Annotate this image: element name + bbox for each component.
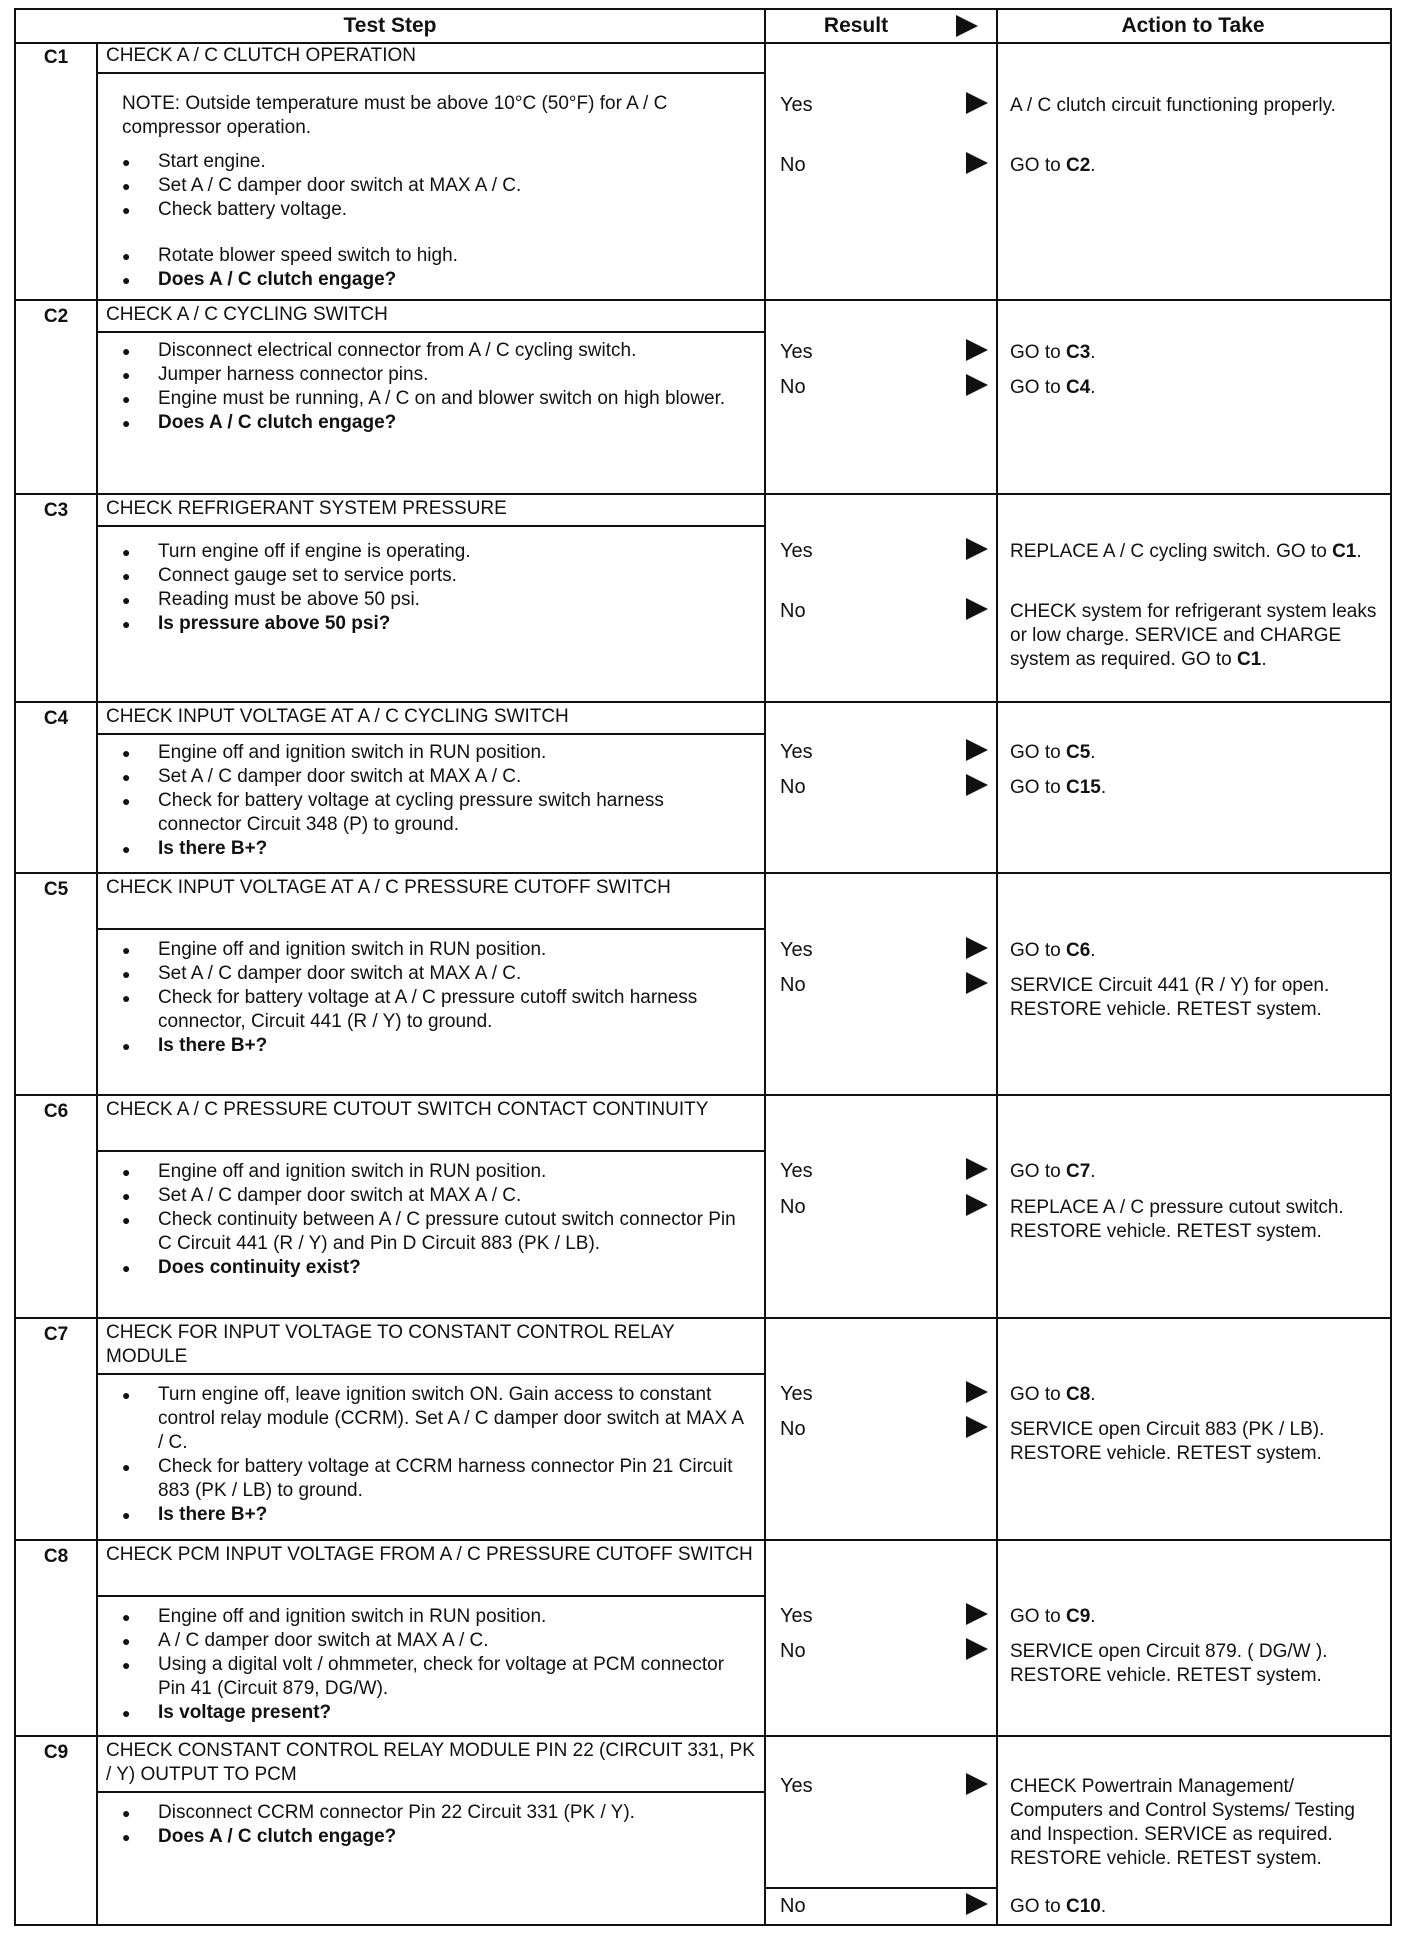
step-body bbox=[112, 938, 752, 1058]
step-id: C8 bbox=[43, 1546, 69, 1567]
action-yes: GO to C7. bbox=[1010, 1161, 1096, 1182]
action-yes: GO to C3. bbox=[1010, 342, 1096, 363]
arrow-icon bbox=[966, 538, 988, 560]
question-item: ● Is voltage present? bbox=[122, 1701, 752, 1725]
question-item: ● Is pressure above 50 psi? bbox=[122, 612, 752, 636]
arrow-icon bbox=[966, 1773, 988, 1795]
question-item: ● Does A / C clutch engage? bbox=[122, 411, 752, 435]
step-body bbox=[112, 92, 752, 292]
result-no: No bbox=[780, 600, 806, 622]
result-no: No bbox=[780, 1418, 806, 1440]
result-yes: Yes bbox=[780, 1383, 813, 1405]
action-no: GO to C4. bbox=[1010, 377, 1096, 398]
step-id: C9 bbox=[43, 1742, 69, 1763]
result-yes: Yes bbox=[780, 1160, 813, 1182]
step-body bbox=[112, 1383, 752, 1527]
step-row-c3 bbox=[16, 495, 1390, 703]
diagnostic-table bbox=[14, 8, 1392, 1926]
arrow-icon bbox=[966, 739, 988, 761]
table-header bbox=[16, 10, 1390, 44]
arrow-icon bbox=[966, 1893, 988, 1915]
step-id: C1 bbox=[43, 47, 69, 68]
list-item: ● Engine off and ignition switch in RUN position. bbox=[122, 1160, 752, 1184]
action-yes: GO to C5. bbox=[1010, 742, 1096, 763]
list-item: ● Disconnect CCRM connector Pin 22 Circuit 331 (PK / Y). bbox=[122, 1801, 752, 1825]
action-no: SERVICE open Circuit 879. ( DG/W ). RESTORE vehicle. RETEST system. bbox=[1010, 1641, 1328, 1686]
list-item: ● Check for battery voltage at CCRM harness connector Pin 21 Circuit 883 (PK / LB) to ground. bbox=[122, 1455, 752, 1503]
step-body bbox=[112, 1605, 752, 1725]
step-id: C2 bbox=[43, 306, 69, 327]
arrow-icon bbox=[966, 374, 988, 396]
step-body bbox=[112, 1160, 752, 1280]
list-item: ● Start engine. bbox=[122, 150, 752, 174]
step-row-c5 bbox=[16, 874, 1390, 1096]
list-item: ● Check continuity between A / C pressure cutout switch connector Pin C Circuit 441 (R / Y) and Pin D Circuit 883 (PK / LB). bbox=[122, 1208, 752, 1256]
action-no: GO to C15. bbox=[1010, 777, 1107, 798]
question-item: ● Does A / C clutch engage? bbox=[122, 268, 752, 292]
result-yes: Yes bbox=[780, 1605, 813, 1627]
arrow-icon bbox=[966, 598, 988, 620]
list-item: ● Connect gauge set to service ports. bbox=[122, 564, 752, 588]
arrow-icon bbox=[966, 774, 988, 796]
list-item: ● Engine off and ignition switch in RUN position. bbox=[122, 741, 752, 765]
list-item: ● Check for battery voltage at A / C pressure cutoff switch harness connector, Circuit 441 (R / Y) to ground. bbox=[122, 986, 752, 1034]
arrow-icon bbox=[966, 92, 988, 114]
action-yes: A / C clutch circuit functioning properly. bbox=[1010, 95, 1336, 116]
list-item: ● Set A / C damper door switch at MAX A / C. bbox=[122, 1184, 752, 1208]
step-title: CHECK A / C CYCLING SWITCH bbox=[96, 301, 764, 333]
arrow-icon bbox=[966, 1416, 988, 1438]
list-item: ● Using a digital volt / ohmmeter, check for voltage at PCM connector Pin 41 (Circuit 879, DG/W). bbox=[122, 1653, 752, 1701]
result-no: No bbox=[780, 376, 806, 398]
step-body bbox=[112, 339, 752, 435]
action-yes: GO to C9. bbox=[1010, 1606, 1096, 1627]
list-item: ● Turn engine off if engine is operating. bbox=[122, 540, 752, 564]
step-title: CHECK A / C CLUTCH OPERATION bbox=[96, 42, 764, 74]
list-item: ● Engine must be running, A / C on and blower switch on high blower. bbox=[122, 387, 752, 411]
arrow-icon bbox=[966, 972, 988, 994]
question-item: ● Is there B+? bbox=[122, 837, 752, 861]
step-row-c4 bbox=[16, 703, 1390, 874]
result-no: No bbox=[780, 1895, 806, 1917]
result-no: No bbox=[780, 974, 806, 996]
question-item: ● Does A / C clutch engage? bbox=[122, 1825, 752, 1849]
result-yes: Yes bbox=[780, 94, 813, 116]
list-item: ● Turn engine off, leave ignition switch ON. Gain access to constant control relay module (CCRM). Set A / C damper door switch at MAX A / C. bbox=[122, 1383, 752, 1455]
list-item: ● A / C damper door switch at MAX A / C. bbox=[122, 1629, 752, 1653]
arrow-icon bbox=[966, 339, 988, 361]
step-row-c7 bbox=[16, 1319, 1390, 1541]
list-item: ● Disconnect electrical connector from A / C cycling switch. bbox=[122, 339, 752, 363]
question-item: ● Does continuity exist? bbox=[122, 1256, 752, 1280]
step-row-c2 bbox=[16, 301, 1390, 495]
list-item: ● Jumper harness connector pins. bbox=[122, 363, 752, 387]
arrow-icon bbox=[966, 1603, 988, 1625]
step-title: CHECK INPUT VOLTAGE AT A / C PRESSURE CUTOFF SWITCH bbox=[96, 874, 764, 930]
step-body bbox=[112, 1801, 752, 1849]
result-no: No bbox=[780, 1196, 806, 1218]
action-no: SERVICE open Circuit 883 (PK / LB). RESTORE vehicle. RETEST system. bbox=[1010, 1419, 1325, 1464]
action-yes: GO to C6. bbox=[1010, 940, 1096, 961]
action-no: SERVICE Circuit 441 (R / Y) for open. RESTORE vehicle. RETEST system. bbox=[1010, 975, 1330, 1020]
step-body bbox=[112, 540, 752, 636]
step-title: CHECK INPUT VOLTAGE AT A / C CYCLING SWITCH bbox=[96, 703, 764, 735]
list-item: ● Engine off and ignition switch in RUN position. bbox=[122, 938, 752, 962]
result-yes: Yes bbox=[780, 1775, 813, 1797]
result-no: No bbox=[780, 776, 806, 798]
list-item: ● Rotate blower speed switch to high. bbox=[122, 244, 752, 268]
result-no: No bbox=[780, 1640, 806, 1662]
step-id: C5 bbox=[43, 879, 69, 900]
step-row-c6 bbox=[16, 1096, 1390, 1319]
action-yes: CHECK Powertrain Management/ Computers and Control Systems/ Testing and Inspection. SERVICE as required. RESTORE vehicle. RETEST system. bbox=[1010, 1776, 1355, 1869]
step-title: CHECK FOR INPUT VOLTAGE TO CONSTANT CONTROL RELAY MODULE bbox=[96, 1319, 764, 1375]
arrow-icon bbox=[966, 1381, 988, 1403]
list-item: ● Check battery voltage. bbox=[122, 198, 752, 222]
action-no: REPLACE A / C pressure cutout switch. RESTORE vehicle. RETEST system. bbox=[1010, 1197, 1344, 1242]
step-row-c8 bbox=[16, 1541, 1390, 1737]
list-item: ● Reading must be above 50 psi. bbox=[122, 588, 752, 612]
arrow-icon bbox=[966, 1638, 988, 1660]
header-action: Action to Take bbox=[1121, 14, 1265, 37]
step-body bbox=[112, 741, 752, 861]
header-result: Result bbox=[823, 14, 889, 37]
step-title: CHECK REFRIGERANT SYSTEM PRESSURE bbox=[96, 495, 764, 527]
action-no: CHECK system for refrigerant system leaks or low charge. SERVICE and CHARGE system as required. GO to C1. bbox=[1010, 601, 1377, 670]
list-item: ● Set A / C damper door switch at MAX A / C. bbox=[122, 174, 752, 198]
step-id: C7 bbox=[43, 1324, 69, 1345]
result-no: No bbox=[780, 154, 806, 176]
step-note: NOTE: Outside temperature must be above 10°C (50°F) for A / C compressor operation. bbox=[122, 93, 668, 138]
step-id: C3 bbox=[43, 500, 69, 521]
step-title: CHECK A / C PRESSURE CUTOUT SWITCH CONTACT CONTINUITY bbox=[96, 1096, 764, 1152]
result-yes: Yes bbox=[780, 540, 813, 562]
action-no: GO to C10. bbox=[1010, 1896, 1107, 1917]
step-id: C6 bbox=[43, 1101, 69, 1122]
list-item: ● Set A / C damper door switch at MAX A / C. bbox=[122, 962, 752, 986]
step-id: C4 bbox=[43, 708, 69, 729]
arrow-icon bbox=[966, 1158, 988, 1180]
question-item: ● Is there B+? bbox=[122, 1503, 752, 1527]
action-no: GO to C2. bbox=[1010, 155, 1096, 176]
step-row-c1 bbox=[16, 42, 1390, 301]
arrow-icon bbox=[966, 152, 988, 174]
list-item: ● Engine off and ignition switch in RUN position. bbox=[122, 1605, 752, 1629]
result-yes: Yes bbox=[780, 939, 813, 961]
action-yes: REPLACE A / C cycling switch. GO to C1. bbox=[1010, 541, 1362, 562]
question-item: ● Is there B+? bbox=[122, 1034, 752, 1058]
arrow-icon bbox=[966, 1194, 988, 1216]
step-title: CHECK PCM INPUT VOLTAGE FROM A / C PRESSURE CUTOFF SWITCH bbox=[96, 1541, 764, 1597]
header-test-step: Test Step bbox=[343, 14, 437, 37]
list-item: ● Set A / C damper door switch at MAX A / C. bbox=[122, 765, 752, 789]
result-yes: Yes bbox=[780, 341, 813, 363]
header-arrow-icon bbox=[946, 10, 986, 42]
arrow-icon bbox=[966, 937, 988, 959]
step-title: CHECK CONSTANT CONTROL RELAY MODULE PIN 22 (CIRCUIT 331, PK / Y) OUTPUT TO PCM bbox=[96, 1737, 764, 1793]
action-yes: GO to C8. bbox=[1010, 1384, 1096, 1405]
result-yes: Yes bbox=[780, 741, 813, 763]
step-row-c9 bbox=[16, 1737, 1390, 1924]
list-item: ● Check for battery voltage at cycling pressure switch harness connector Circuit 348 (P) to ground. bbox=[122, 789, 752, 837]
